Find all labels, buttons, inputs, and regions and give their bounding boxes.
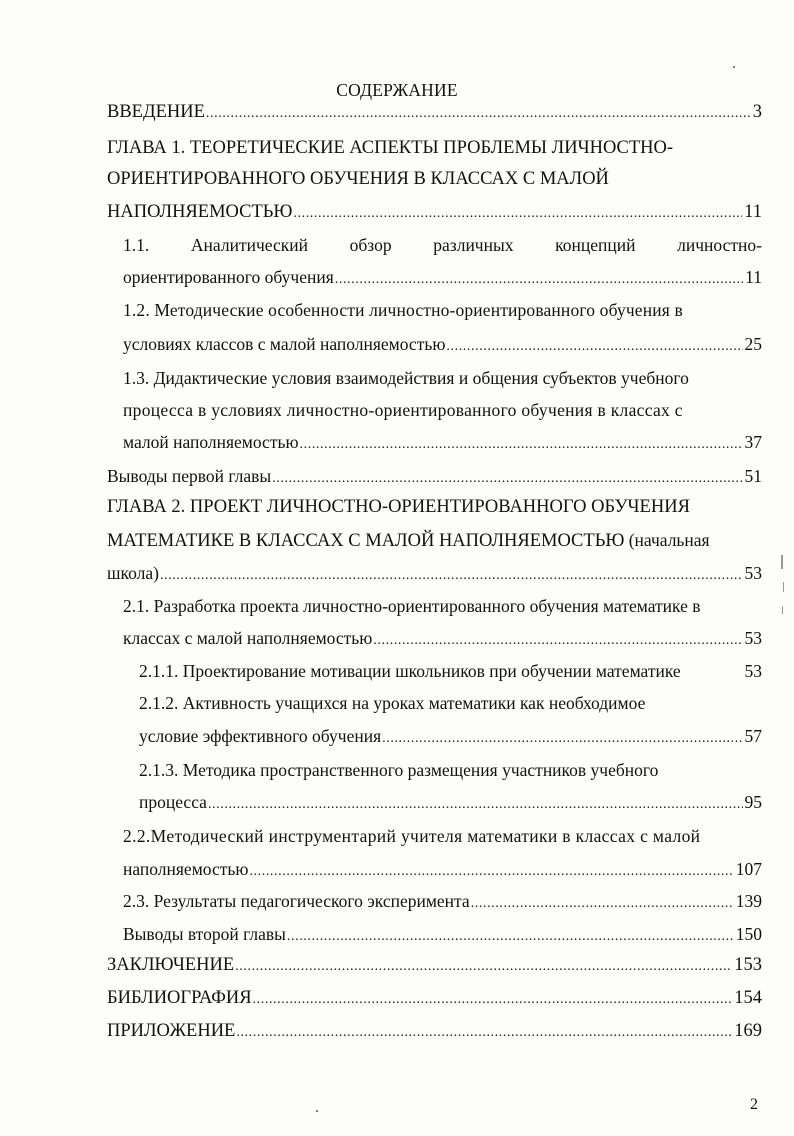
scan-edge-mark: [782, 606, 783, 614]
toc-entry-text: условиях классов с малой наполняемостью: [123, 334, 446, 354]
leader-dots: [382, 728, 742, 750]
toc-title: СОДЕРЖАНИЕ: [336, 80, 458, 100]
toc-entry-text: 2.1.1. Проектирование мотивации школьников при обучении математике: [139, 661, 681, 681]
word: личностно-: [677, 235, 762, 255]
toc-entry-page: 139: [735, 891, 762, 911]
toc-subsection-2-1-2-line1[interactable]: 2.1.2. Активность учащихся на уроках математики как необходимое: [139, 693, 646, 713]
toc-entry-text: Выводы второй главы: [123, 924, 286, 944]
toc-chapter1-line3[interactable]: [107, 201, 762, 225]
toc-entry-page: 53: [744, 628, 762, 648]
toc-entry-page: 3: [752, 102, 762, 122]
toc-chapter1-line2[interactable]: ОРИЕНТИРОВАННОГО ОБУЧЕНИЯ В КЛАССАХ С МАЛОЙ: [107, 169, 609, 189]
toc-subsection-2-1-2-line2[interactable]: [139, 725, 762, 750]
toc-section-1-1-line1[interactable]: [123, 234, 762, 256]
toc-entry-page: 95: [744, 792, 762, 812]
leader-dots: [293, 203, 742, 225]
leader-dots: [206, 103, 751, 125]
toc-entry-page: 53: [744, 563, 762, 583]
toc-entry-text: НАПОЛНЯЕМОСТЬЮ: [107, 202, 293, 222]
toc-chapter2-line2[interactable]: [107, 529, 710, 552]
toc-entry-text: малой наполняемостью: [123, 432, 299, 452]
toc-entry-page: 53: [744, 661, 762, 681]
word: различных: [433, 235, 514, 255]
toc-entry-text: 2.3. Результаты педагогического эксперимента: [123, 891, 470, 911]
leader-dots: [272, 468, 742, 490]
leader-dots: [236, 1022, 732, 1044]
leader-dots: [160, 565, 743, 587]
toc-subsection-2-1-3-line1[interactable]: 2.1.3. Методика пространственного размещения участников учебного: [139, 760, 659, 780]
toc-entry-page: 154: [734, 988, 762, 1008]
toc-entry-text: школа): [107, 563, 159, 583]
toc-entry-introduction[interactable]: [107, 101, 762, 125]
leader-dots: [235, 956, 732, 978]
toc-section-2-1-line1[interactable]: 2.1. Разработка проекта личностно-ориентированного обучения математике в: [123, 596, 701, 616]
toc-section-2-3[interactable]: [123, 890, 762, 915]
toc-entry-page: 51: [744, 466, 762, 486]
toc-section-1-2-line1[interactable]: 1.2. Методические особенности личностно-ориентированного обучения в: [123, 300, 683, 320]
word: 1.1.: [123, 235, 150, 255]
toc-entry-text: БИБЛИОГРАФИЯ: [107, 988, 252, 1008]
toc-subsection-2-1-3-line2[interactable]: [139, 791, 762, 816]
toc-section-1-3-line2[interactable]: процесса в условиях личностно-ориентированного обучения в классах с: [123, 400, 683, 420]
word: концепций: [555, 235, 636, 255]
toc-entry-conclusion[interactable]: [107, 954, 762, 978]
toc-chapter2-conclusions[interactable]: [123, 923, 762, 948]
leader-dots: [253, 989, 733, 1011]
toc-entry-page: 107: [735, 859, 762, 879]
toc-section-1-2-line2[interactable]: [123, 333, 762, 358]
word: Аналитический: [190, 235, 308, 255]
toc-section-2-2-line1[interactable]: 2.2.Методический инструментарий учителя математики в классах с малой: [123, 826, 701, 846]
toc-chapter1-line1[interactable]: ГЛАВА 1. ТЕОРЕТИЧЕСКИЕ АСПЕКТЫ ПРОБЛЕМЫ ЛИЧНОСТНО-: [107, 138, 674, 158]
leader-dots: [208, 794, 743, 816]
toc-chapter1-conclusions[interactable]: [107, 465, 762, 490]
toc-section-2-2-line2[interactable]: [123, 858, 762, 883]
toc-entry-page: 25: [744, 334, 762, 354]
toc-entry-text: ВВЕДЕНИЕ: [107, 102, 205, 122]
toc-entry-text: наполняемостью: [123, 859, 249, 879]
toc-section-1-3-line3[interactable]: [123, 431, 762, 456]
scan-edge-mark: [781, 555, 783, 569]
toc-entry-text: классах с малой наполняемостью: [123, 628, 373, 648]
toc-entry-page: 11: [744, 202, 762, 222]
toc-entry-page: 169: [734, 1021, 762, 1041]
toc-subsection-2-1-1[interactable]: [139, 660, 762, 682]
toc-entry-page: 57: [744, 726, 762, 746]
toc-entry-text: условие эффективного обучения: [139, 726, 382, 746]
leader-dots: [373, 630, 742, 652]
toc-entry-appendix[interactable]: [107, 1020, 762, 1044]
toc-entry-page: 11: [745, 267, 762, 287]
toc-entry-bibliography[interactable]: [107, 987, 762, 1011]
toc-entry-text: Выводы первой главы: [107, 466, 272, 486]
leader-dots: [471, 893, 734, 915]
word: обзор: [349, 235, 392, 255]
toc-entry-text: ПРИЛОЖЕНИЕ: [107, 1021, 236, 1041]
scan-speck: [316, 1110, 318, 1112]
toc-entry-text-upper: МАТЕМАТИКЕ В КЛАССАХ С МАЛОЙ НАПОЛНЯЕМОСТЬЮ: [107, 531, 625, 551]
toc-entry-text-rest: (начальная: [624, 530, 710, 550]
toc-section-1-3-line1[interactable]: 1.3. Дидактические условия взаимодействия и общения субъектов учебного: [123, 368, 689, 388]
toc-entry-page: 150: [735, 924, 762, 944]
leader-dots: [287, 926, 734, 948]
leader-dots: [249, 861, 733, 883]
scan-speck: [733, 66, 735, 68]
leader-dots: [300, 434, 743, 456]
leader-dots: [335, 269, 743, 291]
toc-entry-text: ориентированного обучения: [123, 267, 334, 287]
toc-entry-text: ЗАКЛЮЧЕНИЕ: [107, 955, 235, 975]
toc-section-2-1-line2[interactable]: [123, 627, 762, 652]
toc-entry-text: процесса: [139, 792, 207, 812]
toc-entry-page: 37: [744, 432, 762, 452]
page-number: 2: [750, 1096, 758, 1113]
scan-edge-mark: [783, 582, 784, 592]
toc-chapter2-line1[interactable]: ГЛАВА 2. ПРОЕКТ ЛИЧНОСТНО-ОРИЕНТИРОВАННОГО ОБУЧЕНИЯ: [107, 497, 690, 517]
toc-entry-page: 153: [734, 955, 762, 975]
leader-dots: [446, 336, 742, 358]
toc-chapter2-line3[interactable]: [107, 562, 762, 587]
toc-section-1-1-line2[interactable]: [123, 266, 762, 291]
